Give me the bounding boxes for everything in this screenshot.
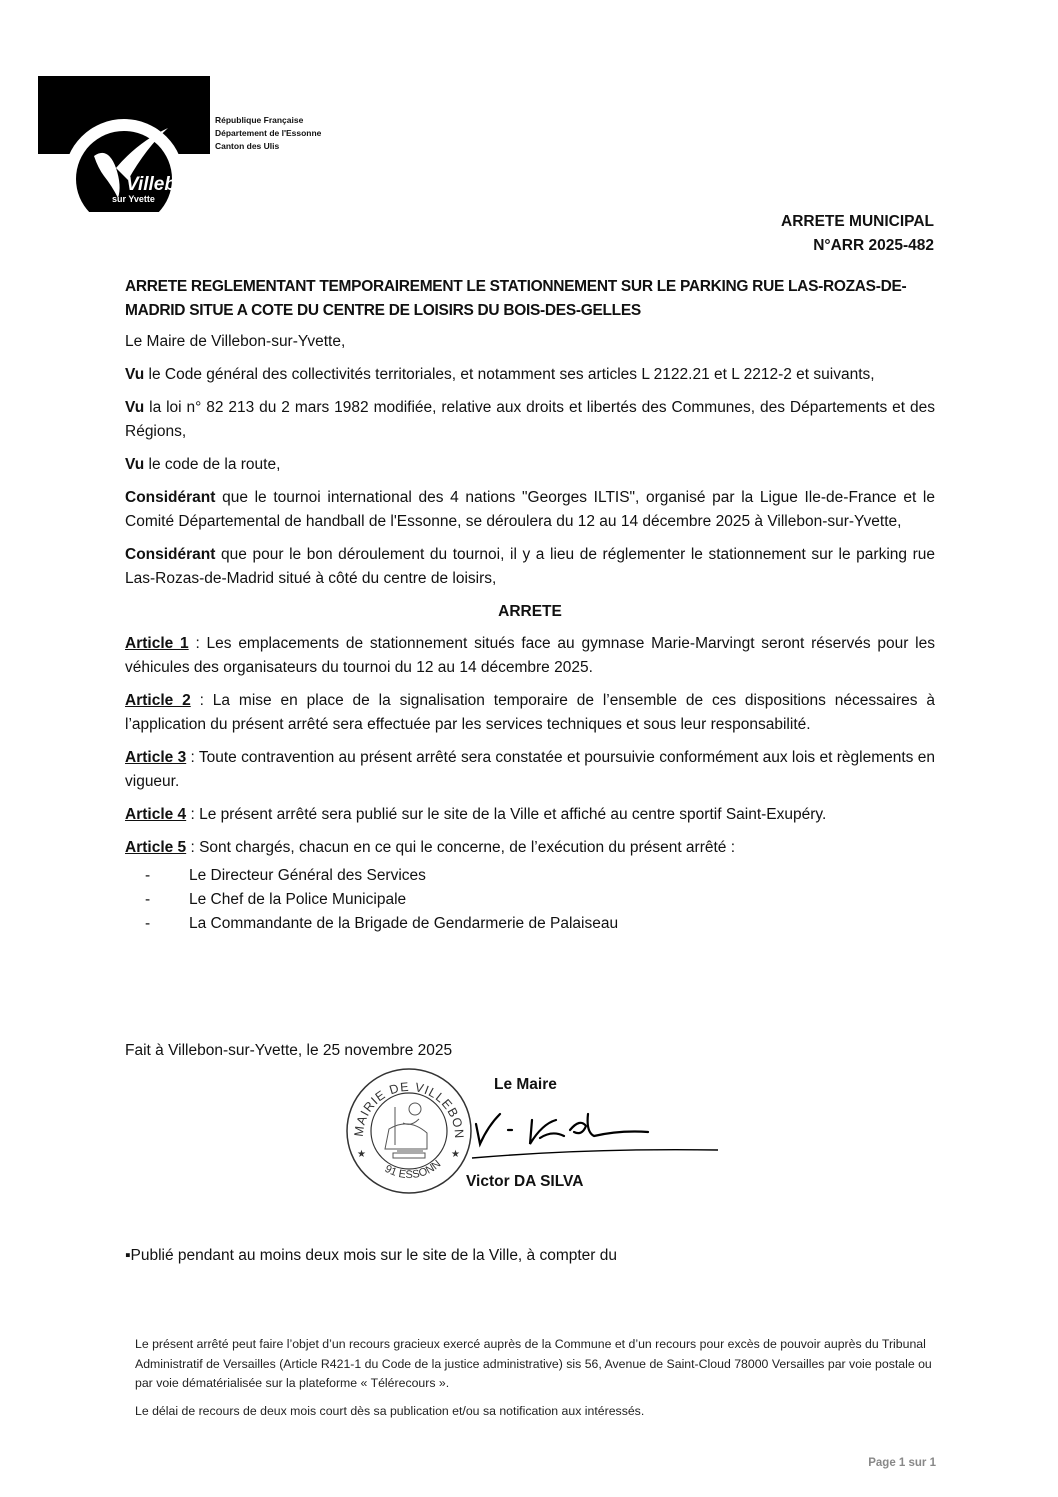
article-paragraph [125,632,935,680]
svg-text:★: ★ [357,1149,366,1160]
page-number: Page 1 sur 1 [868,1457,936,1469]
decision-heading: ARRETE [498,603,562,620]
published-note: ▪Publié pendant au moins deux mois sur le site de la Ville, à compter du [125,1247,618,1264]
article-label: Article 2 [125,692,191,709]
preamble-intro: Le Maire de Villebon-sur-Yvette, [125,333,346,350]
vu-lead: Vu [125,399,145,416]
header-line-departement: Département de l'Essonne [215,128,322,138]
seal-top-text: MAIRIE DE VILLEBON [351,1079,467,1140]
list-item-text: La Commandante de la Brigade de Gendarmerie de Palaiseau [189,915,619,932]
logo-text: Villebon [126,174,200,195]
logo-subtext: sur Yvette [112,194,155,204]
article-text: : Sont chargés, chacun en ce qui le concerne, de l’exécution du présent arrêté : [186,839,736,856]
article-paragraph [125,836,935,860]
handwritten-signature [470,1100,720,1160]
arrete-number: N°ARR 2025-482 [813,237,934,254]
seal-bottom-text: 91 ESSONN [382,1158,444,1182]
vu-paragraph [125,396,935,444]
header-info [215,114,321,153]
deadline-note: Le délai de recours de deux mois court dès sa publication et/ou sa notification aux intéressés. [135,1403,645,1418]
vu-paragraph [125,363,935,387]
article-text: : Toute contravention au présent arrêté sera constatée et poursuivie conformément aux lois et règlements en vigueur. [125,749,935,790]
considerant-text: que le tournoi international des 4 nations "Georges ILTIS", organisé par la Ligue Ile-de-France et le Comité Départemental de handball de l'Essonne, se déroulera du 12 au 14 décembre 2025 à Villebon-sur-Yvette, [125,489,935,530]
article-paragraph [125,746,935,794]
vu-text: le Code général des collectivités territoriales, et notamment ses articles L 2122.21 et L 2212-2 et suivants, [144,366,875,383]
arrete-type: ARRETE MUNICIPAL [781,213,934,230]
article-label: Article 5 [125,839,187,856]
svg-text:MAIRIE DE VILLEBON SUR YVETTE [345,1067,466,1140]
arrete-title-block [781,210,934,258]
appeal-note: Le présent arrêté peut faire l’objet d’un recours gracieux exercé auprès de la Commune et d’un recours pour excès de pouvoir auprès du Tribunal Administratif de Versailles (Article R421-1 du Code de la justice administrative) sis 56, Avenue de Saint-Cloud 78000 Versailles par voie postale ou par voie dématérialisée sur la plateforme « Télérecours ». [135,1337,932,1390]
article-text: : Les emplacements de stationnement situés face au gymnase Marie-Marvingt seront réservés pour les véhicules des organisateurs du tournoi du 12 au 14 décembre 2025. [125,635,935,676]
signatory-name: Victor DA SILVA [466,1173,584,1190]
vu-paragraph [125,453,935,477]
vu-lead: Vu [125,456,145,473]
charges-list [125,864,935,936]
list-dash: - [145,891,151,908]
list-item-text: Le Chef de la Police Municipale [189,891,407,908]
considerant-lead: Considérant [125,546,216,563]
article-paragraph [125,803,935,827]
signatory-role: Le Maire [494,1076,557,1093]
article-label: Article 1 [125,635,189,652]
considerant-paragraph [125,486,935,534]
considerant-lead: Considérant [125,489,216,506]
vu-lead: Vu [125,366,145,383]
list-dash: - [145,867,151,884]
legal-footer [135,1335,935,1429]
list-item-text: Le Directeur Général des Services [189,867,426,884]
document-body [125,330,935,936]
considerant-paragraph [125,543,935,591]
article-paragraph [125,689,935,737]
villebon-logo [38,76,210,212]
article-label: Article 3 [125,749,187,766]
article-text: : La mise en place de la signalisation temporaire de l’ensemble de ces dispositions nécessaires à l’application du présent arrêté sera effectuée par les services techniques et sous leur responsabilité. [125,692,936,733]
vu-text: le code de la route, [144,456,281,473]
place-date: Fait à Villebon-sur-Yvette, le 25 novembre 2025 [125,1042,453,1059]
considerant-text: que pour le bon déroulement du tournoi, il y a lieu de réglementer le stationnement sur le parking rue Las-Rozas-de-Madrid situé à côté du centre de loisirs, [125,546,935,587]
header-line-republique: République Française [215,115,304,125]
list-item [145,888,935,912]
mairie-seal [345,1067,473,1195]
list-item [145,864,935,888]
article-text: : Le présent arrêté sera publié sur le site de la Ville et affiché au centre sportif Saint-Exupéry. [186,806,827,823]
arrete-main-title: ARRETE REGLEMENTANT TEMPORAIREMENT LE STATIONNEMENT SUR LE PARKING RUE LAS-ROZAS-DE-MADRID SITUE A COTE DU CENTRE DE LOISIRS DU BOIS-DES-GELLES [125,278,907,319]
header-line-canton: Canton des Ulis [215,141,280,151]
list-item [145,912,935,936]
article-label: Article 4 [125,806,187,823]
list-dash: - [145,915,151,932]
vu-text: la loi n° 82 213 du 2 mars 1982 modifiée, relative aux droits et libertés des Communes, des Départements et des Régions, [125,399,935,440]
svg-text:★: ★ [451,1149,460,1160]
